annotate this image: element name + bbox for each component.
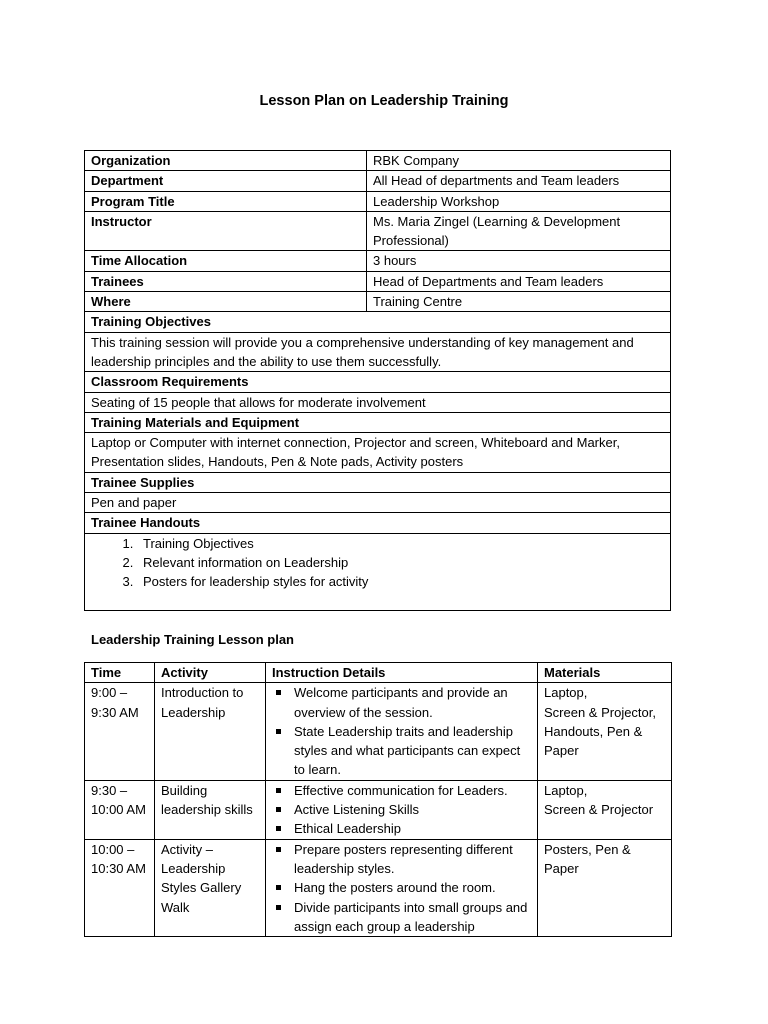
column-header-time: Time xyxy=(85,663,155,683)
classroom-header-row xyxy=(85,372,671,392)
time-allocation-value: 3 hours xyxy=(367,251,671,271)
session-time: 9:00 – 9:30 AM xyxy=(85,683,155,780)
supplies-header-row xyxy=(85,472,671,492)
objectives-header-row xyxy=(85,312,671,332)
handout-item: 2. Relevant information on Leadership xyxy=(137,553,664,572)
supplies-row xyxy=(85,493,671,513)
material-line: Screen & Projector xyxy=(544,802,654,818)
program-title-label: Program Title xyxy=(85,191,367,211)
handouts-list xyxy=(115,534,664,592)
material-line: Laptop, xyxy=(544,685,588,701)
detail-item: Hang the posters around the room. xyxy=(272,878,531,897)
detail-item: Ethical Leadership xyxy=(272,819,531,838)
session-materials xyxy=(538,839,672,936)
instructor-label: Instructor xyxy=(85,211,367,251)
session-materials xyxy=(538,683,672,780)
session-activity: Building leadership skills xyxy=(155,780,266,839)
instructor-value: Ms. Maria Zingel (Learning & Development Professional) xyxy=(367,211,671,251)
info-row-where xyxy=(85,292,671,312)
organization-label: Organization xyxy=(85,151,367,171)
handouts-header-row xyxy=(85,513,671,533)
classroom-row xyxy=(85,392,671,412)
training-objectives-label: Training Objectives xyxy=(85,312,671,332)
detail-item: Effective communication for Leaders. xyxy=(272,781,531,800)
info-table xyxy=(84,150,671,611)
materials-header-row xyxy=(85,412,671,432)
material-line: Posters, Pen & Paper xyxy=(544,841,631,876)
lesson-plan-heading: Leadership Training Lesson plan xyxy=(91,632,294,647)
session-details xyxy=(266,780,538,839)
details-list xyxy=(272,840,531,936)
training-materials-label: Training Materials and Equipment xyxy=(85,412,671,432)
lesson-plan-table xyxy=(84,662,672,937)
session-time: 10:00 – 10:30 AM xyxy=(85,839,155,936)
column-header-materials: Materials xyxy=(538,663,672,683)
trainee-supplies-label: Trainee Supplies xyxy=(85,472,671,492)
info-row-department xyxy=(85,171,671,191)
trainee-handouts-label: Trainee Handouts xyxy=(85,513,671,533)
details-list xyxy=(272,683,531,779)
session-activity: Introduction to Leadership xyxy=(155,683,266,780)
lesson-plan-row xyxy=(85,683,672,780)
where-label: Where xyxy=(85,292,367,312)
trainee-supplies-text: Pen and paper xyxy=(85,493,671,513)
info-row-program xyxy=(85,191,671,211)
session-materials xyxy=(538,780,672,839)
session-details xyxy=(266,683,538,780)
department-label: Department xyxy=(85,171,367,191)
handouts-cell xyxy=(85,533,671,610)
column-header-instruction-details: Instruction Details xyxy=(266,663,538,683)
column-header-activity: Activity xyxy=(155,663,266,683)
training-objectives-text: This training session will provide you a comprehensive understanding of key management and leadership principles and the ability to use them successfully. xyxy=(85,332,671,372)
handouts-row xyxy=(85,533,671,610)
material-line: Handouts, Pen & Paper xyxy=(544,723,643,759)
where-value: Training Centre xyxy=(367,292,671,312)
trainees-label: Trainees xyxy=(85,271,367,291)
info-row-organization xyxy=(85,151,671,171)
lesson-plan-row xyxy=(85,839,672,936)
program-title-value: Leadership Workshop xyxy=(367,191,671,211)
organization-value: RBK Company xyxy=(367,151,671,171)
time-allocation-label: Time Allocation xyxy=(85,251,367,271)
trainees-value: Head of Departments and Team leaders xyxy=(367,271,671,291)
training-materials-text: Laptop or Computer with internet connection, Projector and screen, Whiteboard and Marker, Presentation slides, Handouts, Pen & Note pads, Activity posters xyxy=(85,433,671,473)
lesson-plan-row xyxy=(85,780,672,839)
info-row-instructor xyxy=(85,211,671,251)
material-line: Screen & Projector, xyxy=(544,704,656,720)
detail-item: Divide participants into small groups and assign each group a leadership xyxy=(272,898,531,937)
handout-item: 3. Posters for leadership styles for activity xyxy=(137,572,664,591)
detail-item: Welcome participants and provide an overview of the session. xyxy=(272,683,531,722)
details-list xyxy=(272,781,531,839)
session-details xyxy=(266,839,538,936)
lesson-plan-header-row xyxy=(85,663,672,683)
classroom-requirements-text: Seating of 15 people that allows for moderate involvement xyxy=(85,392,671,412)
detail-item: State Leadership traits and leadership styles and what participants can expect to learn. xyxy=(272,722,531,780)
materials-row xyxy=(85,433,671,473)
info-row-time xyxy=(85,251,671,271)
session-time: 9:30 – 10:00 AM xyxy=(85,780,155,839)
handout-item: 1. Training Objectives xyxy=(137,534,664,553)
material-line: Laptop, xyxy=(544,782,588,798)
department-value: All Head of departments and Team leaders xyxy=(367,171,671,191)
classroom-requirements-label: Classroom Requirements xyxy=(85,372,671,392)
detail-item: Prepare posters representing different leadership styles. xyxy=(272,840,531,879)
session-activity: Activity – Leadership Styles Gallery Walk xyxy=(155,839,266,936)
detail-item: Active Listening Skills xyxy=(272,800,531,819)
objectives-row xyxy=(85,332,671,372)
document-title: Lesson Plan on Leadership Training xyxy=(259,93,509,109)
info-row-trainees xyxy=(85,271,671,291)
